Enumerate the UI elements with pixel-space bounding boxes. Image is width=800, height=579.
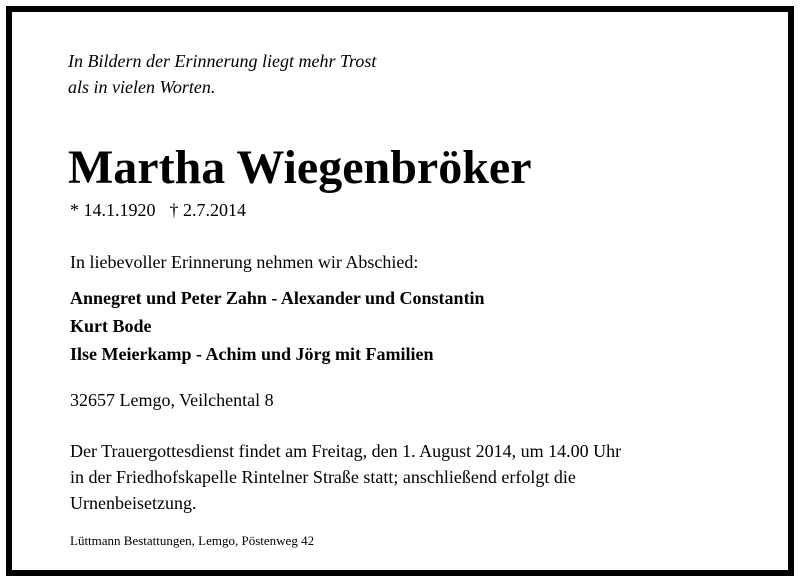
motto-line: In Bildern der Erinnerung liegt mehr Trost	[68, 51, 377, 71]
death-date: † 2.7.2014	[169, 200, 246, 220]
service-line: Der Trauergottesdienst findet am Freitag, den 1. August 2014, um 14.00 Uhr	[70, 441, 622, 461]
undertaker-info: Lüttmann Bestattungen, Lemgo, Pöstenweg 42	[70, 533, 315, 548]
service-line: in der Friedhofskapelle Rintelner Straße statt; anschließend erfolgt die	[70, 467, 576, 487]
service-line: Urnenbeisetzung.	[70, 493, 197, 513]
family-address: 32657 Lemgo, Veilchental 8	[70, 390, 274, 410]
birth-date: * 14.1.1920	[70, 200, 156, 220]
mourner-line: Kurt Bode	[70, 316, 152, 336]
mourner-line: Annegret und Peter Zahn - Alexander und Constantin	[70, 288, 485, 308]
mourners-list	[70, 284, 485, 368]
mourner-line: Ilse Meierkamp - Achim und Jörg mit Familien	[70, 344, 434, 364]
motto-quote	[68, 48, 376, 100]
deceased-name: Martha Wiegenbröker	[68, 141, 532, 194]
service-details	[70, 438, 621, 516]
life-dates	[70, 198, 246, 222]
farewell-intro: In liebevoller Erinnerung nehmen wir Abschied:	[70, 252, 419, 272]
motto-line: als in vielen Worten.	[68, 77, 216, 97]
